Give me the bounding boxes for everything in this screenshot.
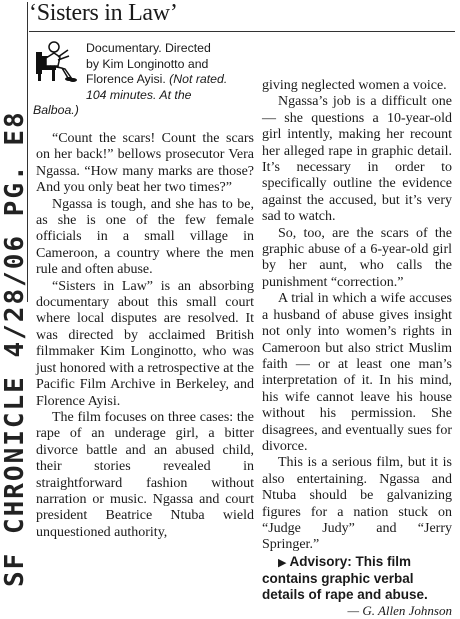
- runtime-text: 104 minutes. At the: [86, 87, 192, 102]
- paragraph: The film focuses on three cases: the rape of an underage girl, a bitter divorce battle and an abused child, their stories revealed in straightforward fashion without narration or music. Ngassa and court president Beatrice Ntuba wield unquestioned authority,: [36, 409, 254, 540]
- advisory-text: This film contains graphic verbal details of rape and abuse.: [262, 553, 428, 602]
- byline: — G. Allen Johnson: [347, 602, 452, 618]
- seated-man-clapping-icon: [32, 38, 78, 82]
- advisory-label: Advisory:: [289, 553, 352, 569]
- paragraph: A trial in which a wife accuses a husband of abuse gives insight not only into women’s rights in Cameroon but also strict Muslim faith — or at least one man’s interpretation of it. In his mind, his wife cannot leave his house without his permission. She disagrees, and eventually sues for divorce.: [262, 291, 452, 454]
- paragraph: Ngassa is tough, and she has to be, as she is one of the few female officials in a small village in Cameroon, a country where the men rule and often abuse.: [36, 196, 254, 278]
- paragraph-continuation: giving neglected women a voice.: [262, 78, 447, 93]
- credits-line: by Kim Longinotto and: [86, 56, 209, 71]
- column-left: [36, 131, 254, 541]
- handwritten-source-note: SF CHRONICLE 4/28/06 PG. E8: [0, 110, 30, 587]
- title-rule: [29, 31, 455, 32]
- column-right: [262, 78, 452, 619]
- review-title: ‘Sisters in Law’: [29, 0, 178, 26]
- paragraph: This is a serious film, but it is also entertaining. Ngassa and Ntuba should be galvanizing figures for a nation stuck on “Judge Judy” and “Jerry Springer.”: [262, 455, 452, 553]
- venue-text: Balboa.): [33, 103, 79, 117]
- rating-text: (Not rated.: [169, 72, 228, 86]
- credits-line: Documentary. Directed: [86, 41, 211, 55]
- advisory-arrow-icon: ▶: [278, 556, 287, 569]
- credits-block: [86, 41, 256, 103]
- credits-line: Florence Ayisi. (Not rated.: [86, 72, 228, 86]
- paragraph: “Count the scars! Count the scars on her back!” bellows prosecutor Vera Ngassa. “How many marks are those? And you only beat her two times?”: [36, 131, 254, 196]
- paragraph: Ngassa’s job is a difficult one — she questions a 10-year-old girl intently, making her recount her alleged rape in graphic detail. It’s necessary in order to specifically outline the evidence against the accused, but it’s very sad to watch.: [262, 94, 452, 225]
- paragraph: So, too, are the scars of the graphic abuse of a 6-year-old girl by her aunt, who calls the punishment “correction.”: [262, 225, 452, 290]
- advisory-note: [262, 554, 452, 603]
- paragraph: “Sisters in Law” is an absorbing documentary about this small court where local disputes are resolved. It was directed by acclaimed British filmmaker Kim Longinotto, who was just honored with a retrospective at the Pacific Film Archive in Berkeley, and Florence Ayisi.: [36, 278, 254, 409]
